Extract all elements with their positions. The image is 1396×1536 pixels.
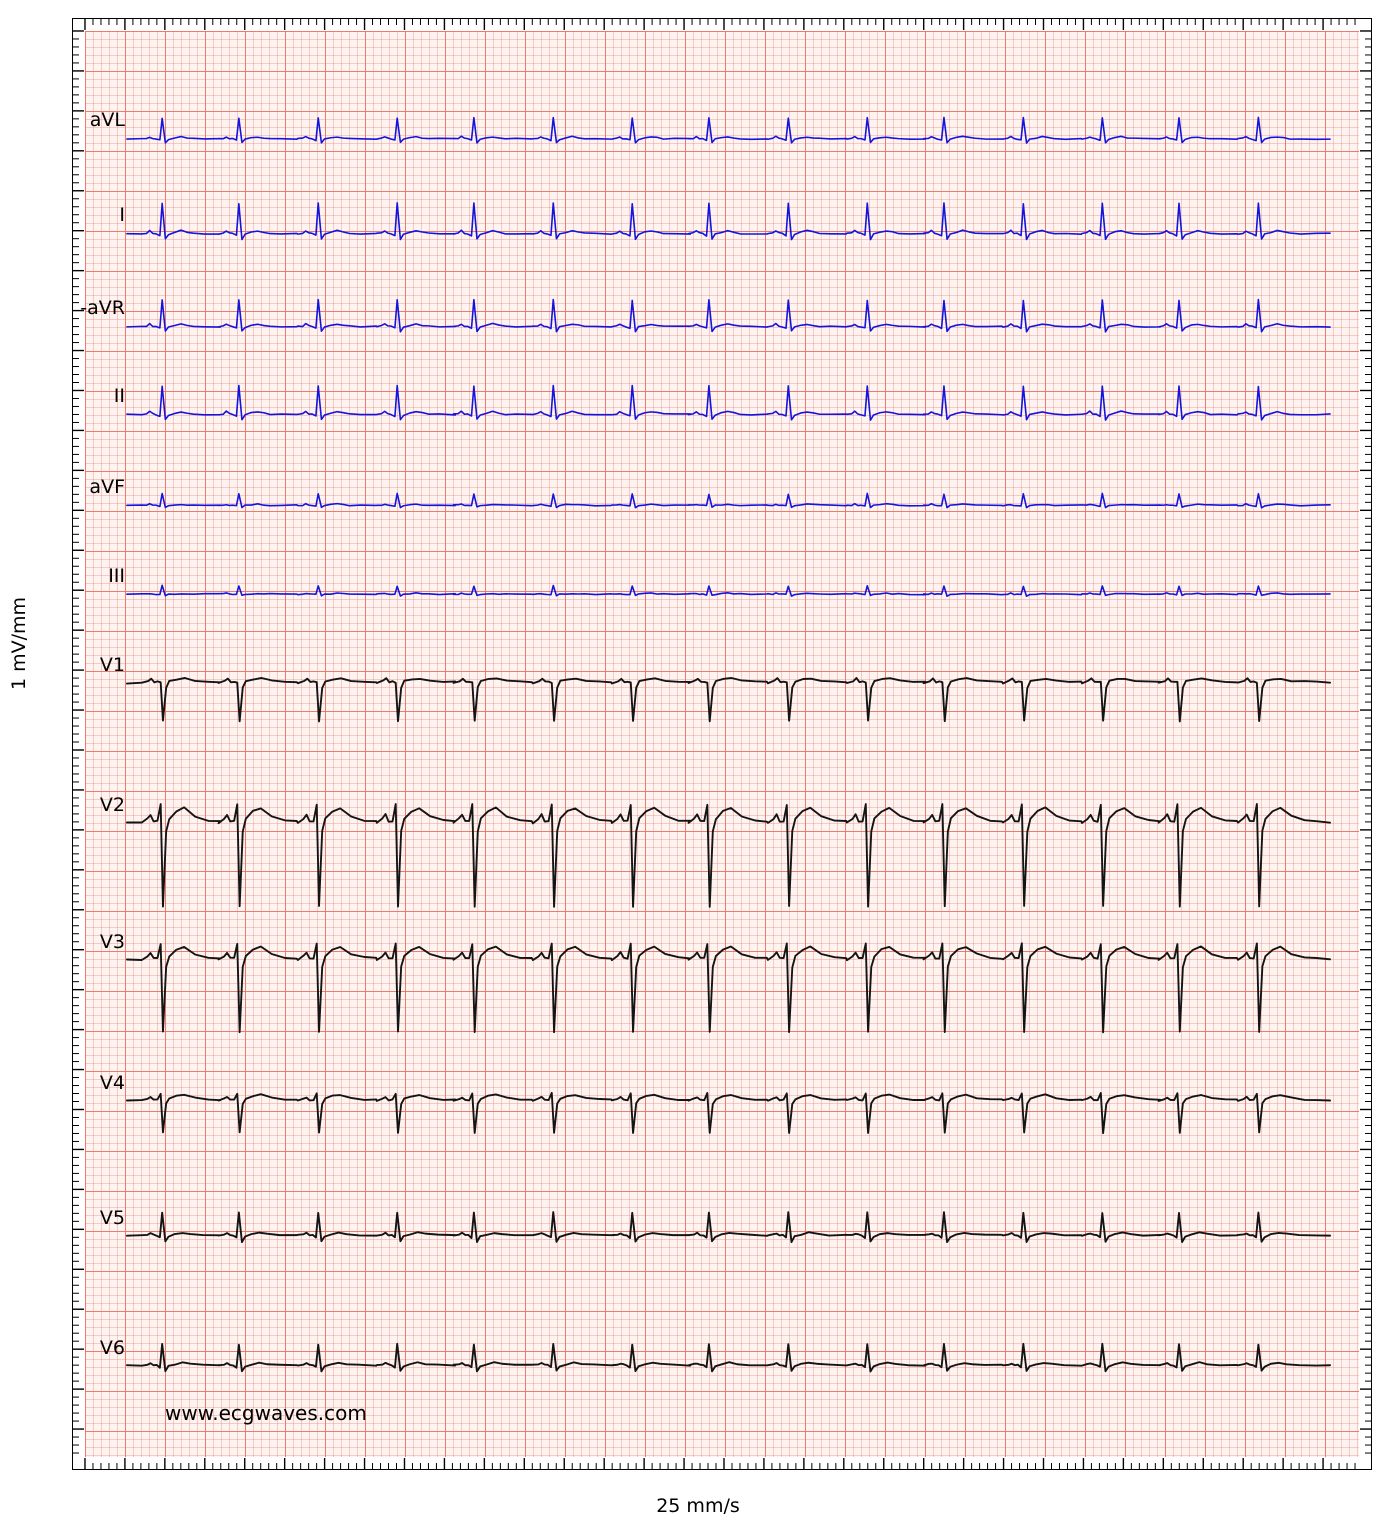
plot-frame <box>72 18 1372 1470</box>
ecg-trace-negaVR <box>127 300 1330 332</box>
ecg-trace-aVF <box>127 493 1330 507</box>
ecg-trace-III <box>127 585 1330 596</box>
lead-label-II: II <box>113 385 125 407</box>
ecg-trace-V5 <box>127 1212 1330 1242</box>
lead-label-V3: V3 <box>99 931 125 953</box>
lead-label-aVL: aVL <box>89 109 125 131</box>
x-axis-label: 25 mm/s <box>656 1495 740 1517</box>
ecg-trace-V4 <box>127 1093 1330 1133</box>
lead-label-V5: V5 <box>99 1207 125 1229</box>
lead-label-I: I <box>119 204 125 226</box>
lead-label-III: III <box>108 565 125 587</box>
lead-label-V6: V6 <box>99 1337 125 1359</box>
ecg-trace-V1 <box>127 678 1330 721</box>
ecg-traces <box>73 19 1371 1469</box>
ecg-trace-aVL <box>127 117 1330 143</box>
watermark-text: www.ecgwaves.com <box>165 1401 367 1425</box>
lead-label-negaVR: -aVR <box>80 297 125 319</box>
ecg-trace-II <box>127 385 1330 420</box>
ecg-trace-V3 <box>127 943 1330 1032</box>
ecg-trace-V6 <box>127 1344 1330 1372</box>
y-axis-label: 1 mV/mm <box>8 596 30 690</box>
ecg-trace-V2 <box>127 804 1330 907</box>
ecg-trace-I <box>127 203 1330 240</box>
lead-label-V1: V1 <box>99 654 125 676</box>
lead-label-V4: V4 <box>99 1072 125 1094</box>
lead-label-aVF: aVF <box>89 476 125 498</box>
lead-label-V2: V2 <box>99 794 125 816</box>
